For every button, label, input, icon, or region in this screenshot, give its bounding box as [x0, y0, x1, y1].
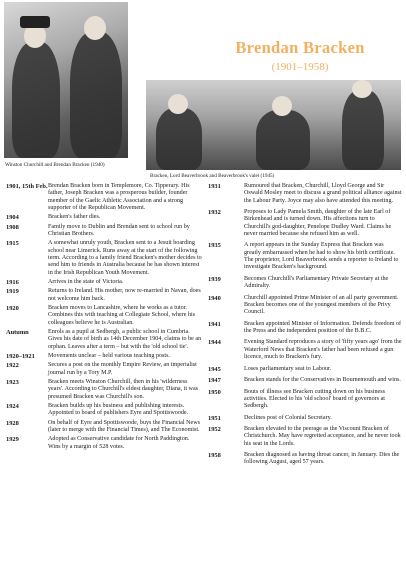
- timeline-text: Arrives in the state of Victoria.: [48, 278, 124, 285]
- title-dates: (1901–1958): [271, 61, 329, 73]
- timeline-entry: [6, 362, 202, 377]
- figure-churchill: [12, 42, 60, 158]
- page-title: [200, 38, 400, 73]
- timeline-text: Bracken meets Winston Churchill, then in his 'wilderness years'. According to Churchill's eldest daughter, Diana, it was presumed Bracken was Churchill's son.: [48, 379, 199, 400]
- timeline-year: 1940: [208, 294, 221, 302]
- timeline-text: Bouts of illness see Bracken cutting down on his business activities. Elected to his 'old school' board of governors at Sedbergh.: [244, 388, 385, 410]
- timeline-year: 1939: [208, 275, 221, 283]
- timeline-text: Bracken elevated to the peerage as the Viscount Bracken of Christchurch. May have regretted acceptance, and he never took his seat in the Lords.: [244, 426, 401, 447]
- timeline-entry: [208, 377, 402, 384]
- timeline-entry: [6, 224, 202, 239]
- photo-bracken-beaverbrook: [146, 80, 401, 170]
- timeline-text: Brendan Bracken born in Templemore, Co. Tipperary. His father, Joseph Bracken was a prosperous builder, founder member of the Gaelic Athletic Association and a strong supporter of the Republican Movement.: [48, 183, 190, 211]
- figure-head: [352, 80, 372, 98]
- timeline-year: 1932: [208, 209, 221, 217]
- timeline-year: 1935: [208, 242, 221, 250]
- timeline-year: 1916: [6, 278, 19, 286]
- timeline-entry: [208, 242, 402, 271]
- timeline-year: 1950: [208, 388, 221, 396]
- timeline-entry: [208, 366, 402, 373]
- timeline-entry: [208, 276, 402, 291]
- timeline-text: Bracken stands for the Conservatives in Bournemouth and wins.: [244, 377, 401, 384]
- timeline-text: Bracken appointed Minister of Information. Defends freedom of the Press and the independent position of the B.B.C.: [244, 320, 402, 334]
- timeline-text: Bracken moves to Lancashire, where he works as a tutor. Combines this with teaching at Collegiate School, where his colleagues believe he is Australian.: [48, 305, 196, 326]
- timeline-year: 1944: [208, 339, 221, 347]
- timeline-entry: [6, 379, 202, 401]
- timeline-text: Loses parliamentary seat to Labour.: [244, 365, 332, 372]
- timeline-entry: [6, 353, 202, 360]
- photo-caption-left: Winston Churchill and Brendan Bracken (1940): [5, 162, 105, 168]
- timeline-year: 1920–1921: [6, 352, 35, 360]
- photo-caption-right: Bracken, Lord Beaverbrook and Beaverbrook's valet (1945): [150, 173, 275, 179]
- timeline-left-column: [6, 183, 202, 453]
- timeline-entry: [208, 295, 402, 317]
- timeline-year: 1922: [6, 362, 19, 370]
- timeline-text: A report appears in the Sunday Express that Bracken was greatly embarrassed when he had to show his birth certificate. The proprietor, Lord Beaverbrook sends a reporter to Ireland to investigate Bracken's background.: [244, 242, 399, 271]
- timeline-text: Returns to Ireland. His mother, now re-married in Navan, does not welcome him back.: [48, 288, 201, 302]
- timeline-year: 1919: [6, 288, 19, 296]
- timeline-text: Becomes Churchill's Parliamentary Private Secretary at the Admiralty.: [244, 275, 389, 290]
- timeline-entry: [6, 436, 202, 451]
- timeline-entry: [6, 403, 202, 418]
- timeline-entry: [6, 288, 202, 303]
- timeline-entry: [6, 305, 202, 327]
- hat-icon: [20, 16, 50, 28]
- timeline-text: Enrols as a pupil at Sedbergh, a public school in Cumbria. Gives his date of birth as 14th December 1904, claims to be an orphan. Leaves after a term – but with the 'old school tie'.: [48, 329, 202, 350]
- timeline-text: Bracken's father dies.: [48, 214, 101, 221]
- timeline-entry: [208, 183, 402, 205]
- timeline-year: Autumn: [6, 329, 29, 336]
- timeline-text: A somewhat unruly youth, Bracken sent to a Jesuit boarding school near Limerick. Runs away at the start of the following term. According to a family friend Bracken's mother decides to send him to friends in Australia because he has shown interest in the Irish Republican Youth Movement.: [48, 240, 202, 276]
- timeline-year: 1904: [6, 214, 19, 222]
- timeline-year: 1928: [6, 419, 19, 427]
- timeline-text: Secures a post on the monthly Empire Review, an imperialist journal run by a Tory M.P.: [48, 362, 197, 376]
- figure-head: [84, 16, 106, 40]
- timeline-text: Proposes to Lady Pamela Smith, daughter of the late Earl of Birkenhead and is turned down. His affections turn to Churchill's god-daughter, Penelope Dudley Ward. Claims he never married because she refused him as well.: [244, 209, 392, 237]
- figure-head: [168, 94, 188, 114]
- timeline-year: 1920: [6, 305, 19, 313]
- timeline-entry: [208, 452, 402, 467]
- timeline-entry: [6, 420, 202, 435]
- timeline-entry: [6, 214, 202, 221]
- photo-churchill-bracken: [4, 2, 128, 158]
- timeline-year: 1901, 15th Feb.: [6, 183, 48, 190]
- timeline-year: 1947: [208, 377, 221, 385]
- timeline-entry: [208, 321, 402, 336]
- timeline-year: 1923: [6, 379, 19, 387]
- timeline-entry: [6, 279, 202, 286]
- timeline-year: 1924: [6, 403, 19, 411]
- timeline-year: 1931: [208, 183, 221, 190]
- timeline-entry: [6, 240, 202, 276]
- timeline-text: Churchill appointed Prime Minister of an all party government. Bracken becomes one of the youngest members of the Privy Council.: [244, 294, 399, 316]
- timeline-entry: [208, 339, 402, 361]
- timeline-text: Declines post of Colonial Secretary.: [244, 414, 332, 421]
- timeline-entry: [208, 209, 402, 238]
- timeline-right-column: [208, 183, 402, 471]
- timeline-year: 1915: [6, 240, 19, 248]
- timeline-text: Movements unclear – held various teaching posts.: [48, 352, 171, 359]
- timeline-entry: [6, 183, 202, 212]
- timeline-year: 1929: [6, 436, 19, 444]
- figure-standing: [342, 90, 384, 170]
- timeline-year: 1941: [208, 320, 221, 328]
- figure-seated: [256, 110, 310, 170]
- timeline-text: Bracken builds up his business and publishing interests. Appointed to board of publishers Eyre and Spottiswoode.: [48, 403, 189, 417]
- timeline-text: Bracken diagnosed as having throat cancer, in January. Dies the following August, aged 57 years.: [244, 452, 400, 466]
- timeline-text: Evening Standard reproduces a story of 'fifty years ago' from the Waterford News that Bracken's father had been refused a gun licence, much to Bracken's fury.: [244, 339, 402, 361]
- timeline-entry: [208, 426, 402, 448]
- figure-bracken: [70, 32, 122, 158]
- timeline-text: On behalf of Eyre and Spottiswoode, buys the Financial News (later to merge with the Financial Times), and The Economist.: [48, 419, 200, 434]
- timeline-entry: [208, 389, 402, 411]
- timeline-year: 1908: [6, 223, 19, 231]
- timeline-year: 1951: [208, 414, 221, 422]
- figure-head: [272, 96, 292, 116]
- title-name: Brendan Bracken: [235, 38, 365, 57]
- timeline-year: 1945: [208, 365, 221, 373]
- timeline-text: Rumoured that Bracken, Churchill, Lloyd George and Sir Oswald Mosley meet to discuss a grand political alliance against the Labour Party. Joyce may also have attended this meeting.: [244, 183, 402, 204]
- timeline-entry: [208, 415, 402, 422]
- timeline-year: 1958: [208, 452, 221, 460]
- timeline-text: Family move to Dublin and Brendan sent to school run by Christian Brothers.: [48, 223, 190, 237]
- timeline-entry: [6, 329, 202, 351]
- timeline-text: Adopted as Conservative candidate for North Paddington. Wins by a margin of 528 votes.: [48, 436, 190, 450]
- timeline-year: 1952: [208, 426, 221, 434]
- figure-seated: [156, 108, 202, 170]
